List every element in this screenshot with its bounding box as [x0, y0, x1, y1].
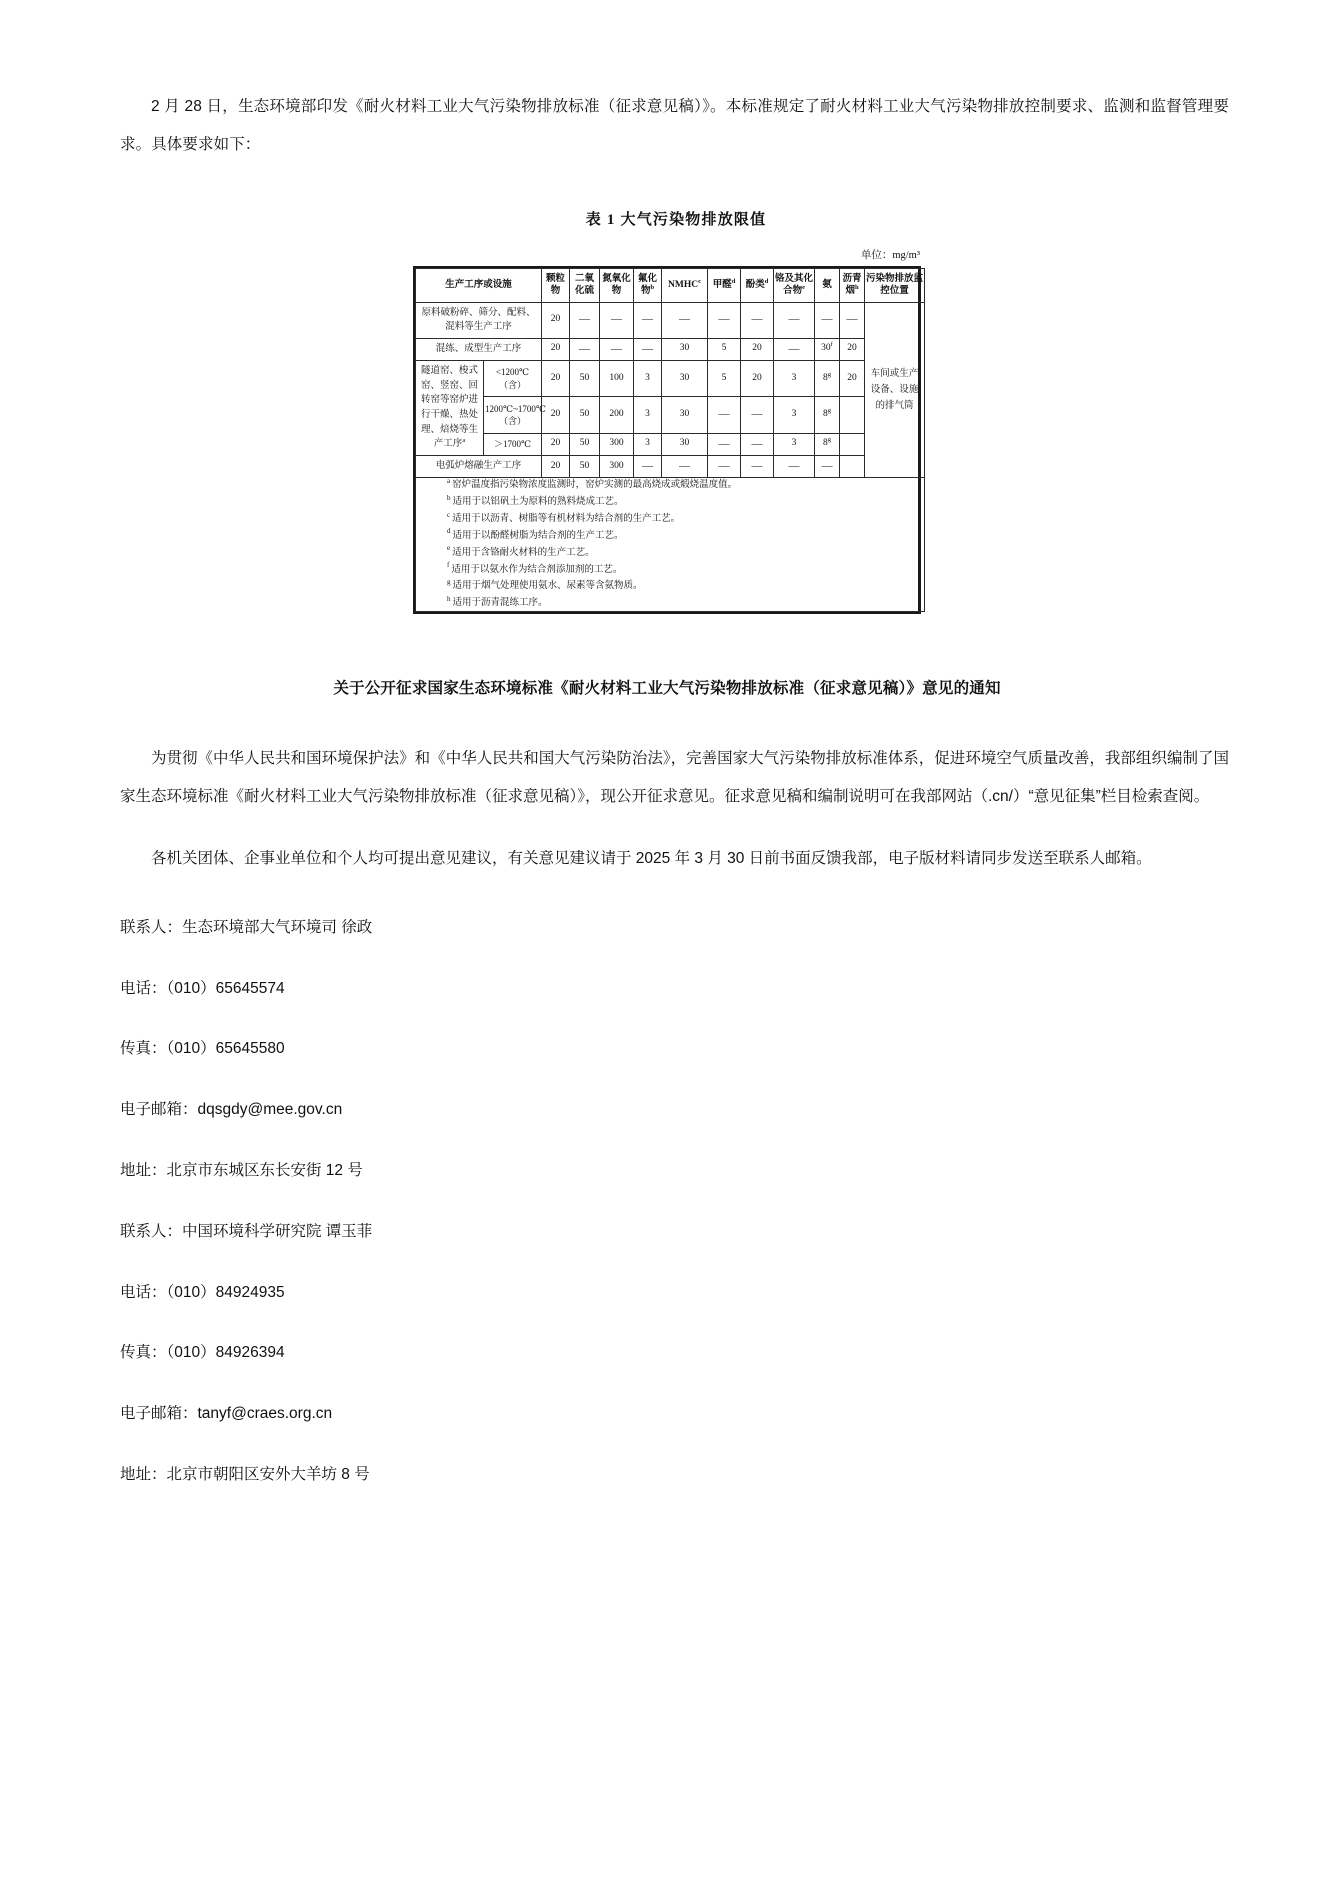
cell-ammonia-superscript: g — [827, 436, 832, 444]
th-phenols-superscript: d — [764, 277, 769, 285]
cell-fluoride: — — [634, 456, 662, 478]
contact-email-2: 电子邮箱：tanyf@craes.org.cn — [120, 1405, 333, 1423]
contact-address-1: 地址：北京市东城区东长安街 12 号 — [120, 1161, 363, 1179]
table-footnotes — [416, 477, 925, 611]
cell-fluoride: — — [634, 302, 662, 338]
th-ammonia: 氨 — [815, 268, 840, 302]
cell-asphalt: 20 — [840, 360, 865, 396]
cell-process-kiln-superscript: a — [462, 437, 466, 445]
footnote-e — [417, 544, 923, 558]
cell-phenols: — — [741, 433, 774, 455]
footnote-c-text: 适用于以沥青、树脂等有机材料为结合剂的生产工艺。 — [452, 513, 681, 524]
cell-nmhc: 30 — [662, 433, 708, 455]
cell-temperature: <1200℃（含） — [484, 360, 542, 396]
cell-ammonia-superscript: g — [827, 406, 832, 414]
cell-chromium: — — [774, 339, 815, 361]
cell-so2: — — [570, 302, 600, 338]
th-asphalt-label: 沥青烟 — [842, 273, 862, 297]
cell-so2: 50 — [570, 456, 600, 478]
footnote-f — [417, 561, 923, 575]
footnote-g-mark: g — [447, 578, 451, 587]
footnote-c-mark: c — [447, 510, 451, 519]
emission-limits-table-wrapper — [413, 266, 924, 614]
cell-phenols: 20 — [741, 339, 774, 361]
cell-process-kiln-label: 隧道窑、梭式窑、竖窑、回转窑等窑炉进行干燥、热处理、焙烧等生产工序 — [420, 365, 478, 450]
footnote-g — [417, 578, 923, 592]
cell-ammonia-value: 8 — [823, 438, 828, 449]
cell-phenols: — — [741, 302, 774, 338]
th-formaldehyde-superscript: d — [731, 277, 736, 285]
cell-nox: — — [600, 339, 634, 361]
footnote-a-mark: a — [447, 476, 451, 485]
notice-title: 关于公开征求国家生态环境标准《耐火材料工业大气污染物排放标准（征求意见稿）》意见的通知 — [333, 679, 1001, 697]
footnote-d-text: 适用于以酚醛树脂为结合剂的生产工艺。 — [452, 530, 624, 541]
contact-fax-2: 传真：（010）84926394 — [120, 1344, 285, 1362]
cell-so2: 50 — [570, 360, 600, 396]
table-caption: 表 1 大气污染物排放限值 — [585, 211, 767, 228]
cell-chromium: — — [774, 302, 815, 338]
cell-formaldehyde: 5 — [708, 339, 741, 361]
cell-pm: 20 — [542, 302, 570, 338]
th-asphalt-fume — [840, 268, 865, 302]
cell-formaldehyde: — — [708, 302, 741, 338]
cell-phenols: 20 — [741, 360, 774, 396]
contact-address-2: 地址：北京市朝阳区安外大羊坊 8 号 — [120, 1465, 370, 1483]
cell-pm: 20 — [542, 456, 570, 478]
cell-so2: 50 — [570, 397, 600, 433]
cell-pm: 20 — [542, 360, 570, 396]
cell-nmhc: — — [662, 302, 708, 338]
cell-nox: 100 — [600, 360, 634, 396]
th-phenols-label: 酚类 — [745, 280, 765, 291]
notice-paragraph-2: 各机关团体、企事业单位和个人均可提出意见建议，有关意见建议请于 2025 年 3 月 30 日前书面反馈我部，电子版材料请同步发送至联系人邮箱。 — [151, 849, 1152, 867]
cell-ammonia — [815, 397, 840, 433]
cell-ammonia-superscript: g — [827, 370, 832, 378]
th-fluoride — [634, 268, 662, 302]
cell-ammonia — [815, 360, 840, 396]
contact-person-1: 联系人：生态环境部大气环境司 徐政 — [120, 918, 373, 936]
footnote-g-text: 适用于烟气处理使用氨水、尿素等含氨物质。 — [452, 581, 643, 592]
contact-email-1: 电子邮箱：dqsgdy@mee.gov.cn — [120, 1101, 343, 1119]
contact-phone-1: 电话：（010）65645574 — [120, 979, 285, 997]
footnote-b-mark: b — [447, 493, 451, 502]
cell-ammonia: — — [815, 456, 840, 478]
cell-nox: 200 — [600, 397, 634, 433]
notice-paragraph-1: 为贯彻《中华人民共和国环境保护法》和《中华人民共和国大气污染防治法》，完善国家大气污染物排放标准体系，促进环境空气质量改善，我部组织编制了国家生态环境标准《耐火材料工业大气污染物排放标准（征求意见稿）》，现公开征求意见。征求意见稿和编制说明可在我部网站（.cn/）“意见征集”栏目检索查阅。 — [120, 749, 1229, 805]
cell-nmhc: — — [662, 456, 708, 478]
cell-ammonia — [815, 339, 840, 361]
cell-asphalt: — — [840, 302, 865, 338]
footnote-h — [417, 595, 923, 609]
th-sulfur-dioxide: 二氧化硫 — [570, 268, 600, 302]
th-fluoride-label: 氟化物 — [638, 273, 658, 297]
footnote-a — [417, 476, 923, 490]
table-row — [416, 397, 925, 433]
th-formaldehyde-label: 甲醛 — [712, 280, 732, 291]
cell-chromium: 3 — [774, 360, 815, 396]
cell-formaldehyde: — — [708, 397, 741, 433]
th-particulate-matter: 颗粒物 — [542, 268, 570, 302]
footnote-b — [417, 493, 923, 507]
cell-pm: 20 — [542, 339, 570, 361]
cell-fluoride: 3 — [634, 360, 662, 396]
cell-process: 电弧炉熔融生产工序 — [416, 456, 542, 478]
cell-chromium: 3 — [774, 433, 815, 455]
th-nmhc — [662, 268, 708, 302]
cell-pm: 20 — [542, 397, 570, 433]
cell-ammonia: — — [815, 302, 840, 338]
footnote-f-mark: f — [447, 561, 450, 570]
intro-paragraph: 2 月 28 日，生态环境部印发《耐火材料工业大气污染物排放标准（征求意见稿）》。本标准规定了耐火材料工业大气污染物排放控制要求、监测和监督管理要求。具体要求如下： — [120, 98, 1229, 153]
cell-fluoride: 3 — [634, 433, 662, 455]
footnote-e-mark: e — [447, 544, 451, 553]
cell-nox: — — [600, 302, 634, 338]
cell-nmhc: 30 — [662, 397, 708, 433]
footnote-c — [417, 510, 923, 524]
cell-phenols: — — [741, 397, 774, 433]
contact-fax-1: 传真：（010）65645580 — [120, 1040, 285, 1058]
cell-process: 混练、成型生产工序 — [416, 339, 542, 361]
cell-phenols: — — [741, 456, 774, 478]
footnote-a-text: 窑炉温度指污染物浓度监测时，窑炉实测的最高烧成或煅烧温度值。 — [452, 479, 738, 490]
cell-temperature: 1200℃~1700℃（含） — [484, 397, 542, 433]
cell-formaldehyde: — — [708, 456, 741, 478]
cell-nox: 300 — [600, 433, 634, 455]
cell-monitoring-location: 车间或生产设备、设施的排气筒 — [865, 302, 925, 477]
cell-asphalt: 20 — [840, 339, 865, 361]
table-row — [416, 360, 925, 396]
cell-temperature: ＞1700℃ — [484, 433, 542, 455]
footnote-h-mark: h — [447, 595, 451, 604]
table-row — [416, 339, 925, 361]
table-header-row — [416, 268, 925, 302]
contact-phone-2: 电话：（010）84924935 — [120, 1283, 285, 1301]
th-phenols — [741, 268, 774, 302]
cell-formaldehyde: — — [708, 433, 741, 455]
footnote-d-mark: d — [447, 527, 451, 536]
emission-limits-table — [415, 268, 925, 612]
cell-ammonia-value: 30 — [821, 343, 831, 354]
contact-person-2: 联系人：中国环境科学研究院 谭玉菲 — [120, 1222, 373, 1240]
cell-asphalt — [840, 456, 865, 478]
th-process: 生产工序或设施 — [416, 268, 542, 302]
table-row — [416, 456, 925, 478]
footnote-e-text: 适用于含铬耐火材料的生产工艺。 — [452, 547, 595, 558]
th-fluoride-superscript: b — [650, 284, 655, 292]
cell-pm: 20 — [542, 433, 570, 455]
th-monitoring-location: 污染物排放监控位置 — [865, 268, 925, 302]
cell-nmhc: 30 — [662, 360, 708, 396]
cell-ammonia-superscript: f — [830, 341, 833, 349]
footnote-h-text: 适用于沥青混练工序。 — [452, 598, 548, 609]
th-nmhc-superscript: c — [698, 277, 701, 285]
cell-process-kiln — [416, 360, 484, 455]
cell-ammonia — [815, 433, 840, 455]
footnote-d — [417, 527, 923, 541]
cell-formaldehyde: 5 — [708, 360, 741, 396]
th-nmhc-label: NMHC — [668, 280, 699, 291]
cell-so2: — — [570, 339, 600, 361]
cell-nox: 300 — [600, 456, 634, 478]
th-chromium-label: 铬及其化合物 — [775, 273, 814, 297]
footnote-b-text: 适用于以铝矾土为原料的熟料烧成工艺。 — [452, 496, 624, 507]
th-chromium-superscript: e — [802, 284, 805, 292]
table-row — [416, 302, 925, 338]
th-formaldehyde — [708, 268, 741, 302]
cell-asphalt — [840, 397, 865, 433]
cell-process: 原料破粉碎、筛分、配料、混料等生产工序 — [416, 302, 542, 338]
th-asphalt-superscript: h — [854, 284, 859, 292]
cell-ammonia-value: 8 — [823, 409, 828, 420]
table-unit-label: 单位：mg/m³ — [860, 249, 920, 261]
cell-chromium: — — [774, 456, 815, 478]
th-nitrogen-oxides: 氮氧化物 — [600, 268, 634, 302]
cell-fluoride: 3 — [634, 397, 662, 433]
cell-nmhc: 30 — [662, 339, 708, 361]
cell-ammonia-value: 8 — [823, 372, 828, 383]
th-chromium — [774, 268, 815, 302]
cell-fluoride: — — [634, 339, 662, 361]
table-figure — [0, 208, 1334, 614]
cell-chromium: 3 — [774, 397, 815, 433]
table-footnotes-row — [416, 477, 925, 611]
cell-asphalt — [840, 433, 865, 455]
cell-so2: 50 — [570, 433, 600, 455]
footnote-f-text: 适用于以氨水作为结合剂添加剂的工艺。 — [451, 564, 623, 575]
table-row — [416, 433, 925, 455]
